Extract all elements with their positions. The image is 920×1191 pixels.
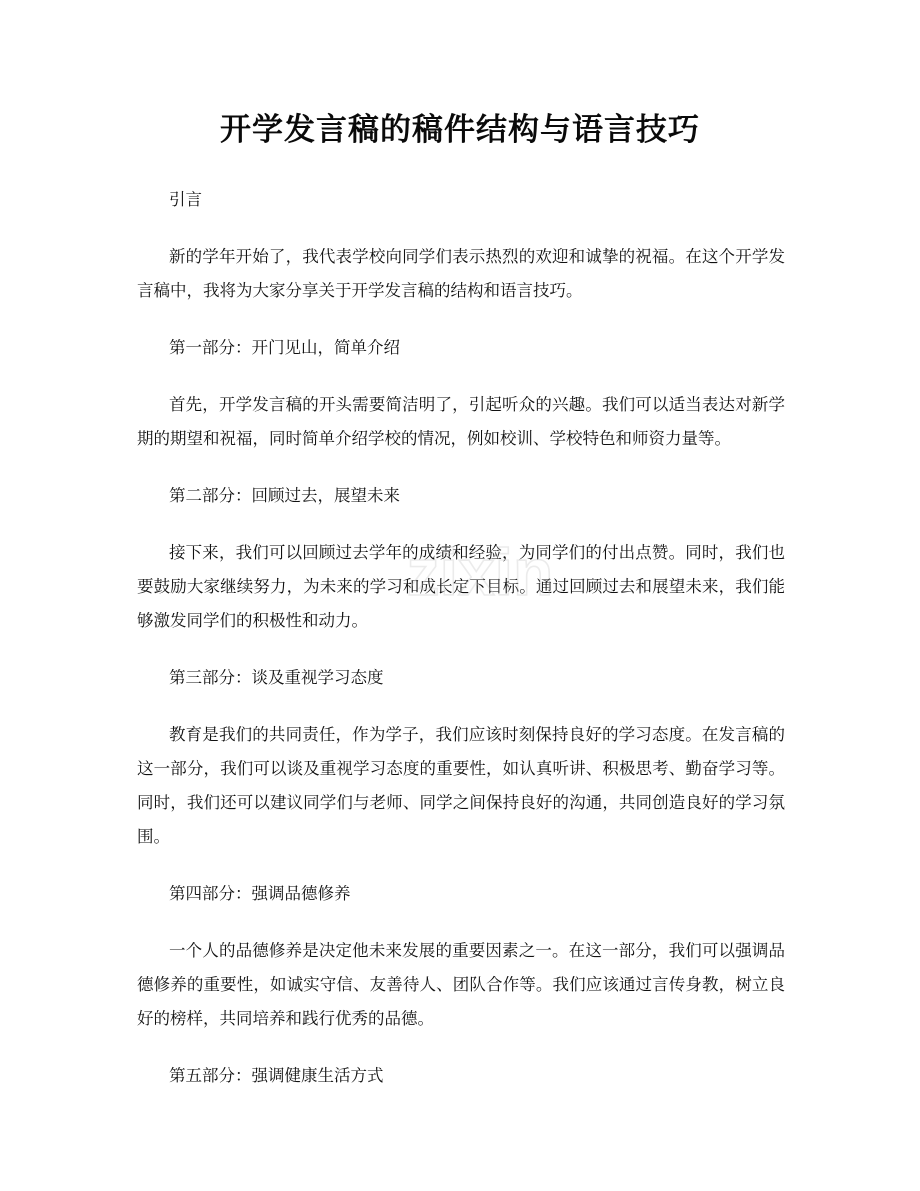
section-heading-part1: 第一部分：开门见山，简单介绍 [169, 338, 400, 357]
section-heading-part3: 第三部分：谈及重视学习态度 [169, 668, 384, 687]
section-heading-part2: 第二部分：回顾过去，展望未来 [169, 486, 400, 505]
paragraph-intro: 新的学年开始了，我代表学校向同学们表示热烈的欢迎和诚挚的祝福。在这个开学发言稿中，我将为大家分享关于开学发言稿的结构和语言技巧。 [137, 247, 785, 300]
paragraph-part4: 一个人的品德修养是决定他未来发展的重要因素之一。在这一部分，我们可以强调品德修养的重要性，如诚实守信、友善待人、团队合作等。我们应该通过言传身教，树立良好的榜样，共同培养和践行优秀的品德。 [137, 941, 785, 1028]
section-heading-part4: 第四部分：强调品德修养 [169, 884, 351, 903]
document-title: 开学发言稿的稿件结构与语言技巧 [220, 112, 700, 148]
section-heading-part5: 第五部分：强调健康生活方式 [169, 1066, 384, 1085]
paragraph-part2: 接下来，我们可以回顾过去学年的成绩和经验，为同学们的付出点赞。同时，我们也要鼓励大家继续努力，为未来的学习和成长定下目标。通过回顾过去和展望未来，我们能够激发同学们的积极性和动力。 [137, 543, 785, 630]
section-heading-intro: 引言 [169, 190, 202, 209]
paragraph-part3: 教育是我们的共同责任，作为学子，我们应该时刻保持良好的学习态度。在发言稿的这一部分，我们可以谈及重视学习态度的重要性，如认真听讲、积极思考、勤奋学习等。同时，我们还可以建议同学们与老师、同学之间保持良好的沟通，共同创造良好的学习氛围。 [137, 725, 785, 846]
document-body [137, 183, 785, 1093]
paragraph-part1: 首先，开学发言稿的开头需要简洁明了，引起听众的兴趣。我们可以适当表达对新学期的期望和祝福，同时简单介绍学校的情况，例如校训、学校特色和师资力量等。 [137, 395, 785, 448]
watermark-text: zixin [406, 535, 554, 609]
